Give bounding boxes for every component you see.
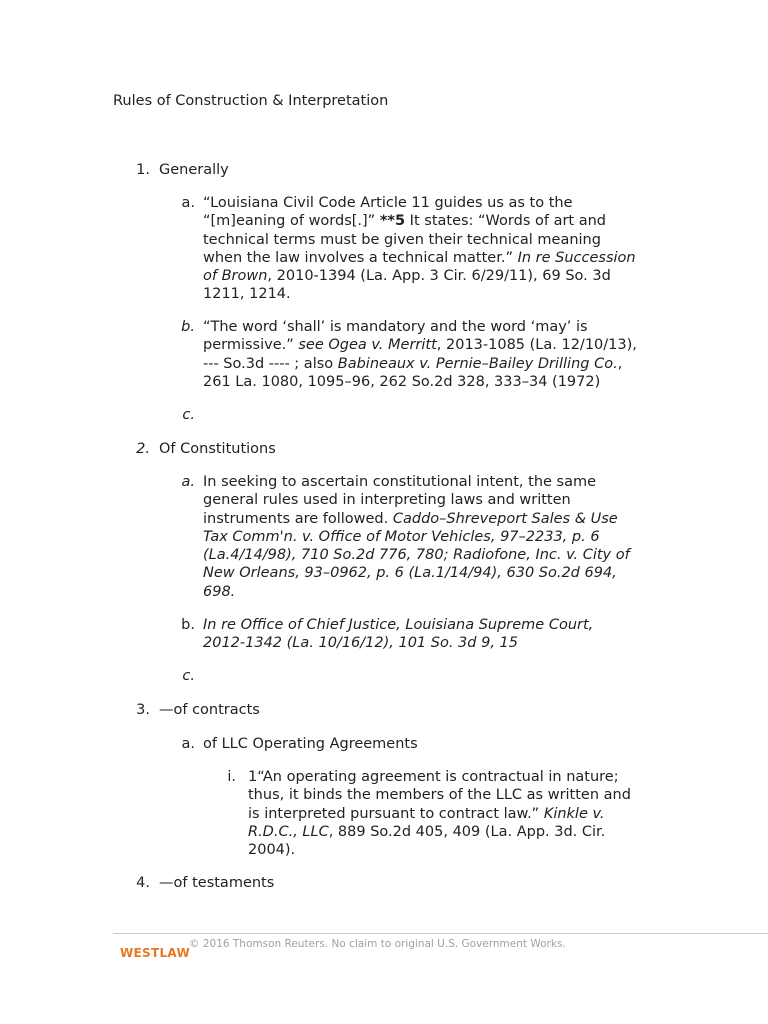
item-text	[203, 318, 637, 391]
text-line	[203, 583, 630, 601]
section-marker: 4.	[136, 875, 150, 891]
list-item	[175, 473, 630, 601]
list-item	[175, 735, 418, 753]
case-citation: 698.	[203, 583, 236, 600]
section-4	[130, 874, 274, 892]
section-heading: —of testaments	[159, 875, 275, 891]
case-citation: Babineaux v. Pernie–Bailey Drilling Co.	[337, 355, 618, 372]
item-marker: b.	[181, 319, 195, 335]
list-item	[175, 194, 636, 304]
case-citation: of Brown	[203, 268, 268, 285]
item-text	[203, 194, 636, 304]
text-line	[203, 373, 637, 391]
section-marker: 2.	[136, 441, 150, 457]
text-line	[203, 231, 636, 249]
text-line	[203, 336, 637, 354]
text-span: In seeking to ascertain constitutional intent, the same	[203, 474, 597, 490]
item-marker: c.	[182, 668, 195, 684]
item-marker: a.	[181, 736, 195, 752]
star-page-marker: **5	[379, 213, 406, 230]
text-span: “Louisiana Civil Code Article 11 guides us as to the	[203, 195, 573, 211]
item-text	[203, 473, 630, 601]
text-line	[203, 318, 637, 336]
text-line	[203, 735, 418, 753]
case-citation: In re Succession	[517, 249, 636, 266]
text-line	[203, 267, 636, 285]
text-span: 261 La. 1080, 1095–96, 262 So.2d 328, 333–34 (1972)	[203, 373, 601, 390]
section-3	[130, 701, 260, 719]
text-span: instruments are followed.	[203, 510, 393, 527]
text-span: , 889 So.2d 405, 409 (La. App. 3d. Cir.	[328, 823, 606, 840]
item-marker: b.	[181, 617, 195, 633]
text-line	[203, 355, 637, 373]
list-item	[175, 616, 593, 653]
case-citation: (La.4/14/98), 710 So.2d 776, 780; Radiofone, Inc. v. City of	[203, 547, 630, 564]
list-item	[175, 667, 195, 685]
westlaw-logo: WESTLAW	[120, 946, 190, 960]
section-marker: 3.	[136, 702, 150, 718]
text-span: when the law involves a technical matter.”	[203, 249, 518, 266]
section-heading: Of Constitutions	[159, 441, 276, 457]
text-span: general rules used in interpreting laws and written	[203, 492, 571, 509]
text-line	[203, 249, 636, 267]
section-2	[130, 440, 276, 458]
text-line	[203, 285, 636, 303]
list-item	[175, 318, 637, 391]
text-span: , 2010-1394 (La. App. 3 Cir. 6/29/11), 69 So. 3d	[267, 268, 611, 285]
case-citation: 2012-1342 (La. 10/16/12), 101 So. 3d 9, 15	[203, 635, 518, 652]
text-line	[248, 841, 631, 859]
case-citation: Tax Comm'n. v. Office of Motor Vehicles, 97–2233, p. 6	[203, 528, 600, 545]
text-line	[203, 194, 636, 212]
text-line	[203, 473, 630, 491]
text-line	[248, 786, 631, 804]
text-span: ,	[617, 355, 623, 372]
section-marker: 1.	[136, 162, 150, 178]
text-line	[248, 768, 631, 786]
item-text	[203, 735, 418, 753]
text-span: of LLC Operating Agreements	[203, 736, 418, 752]
page-title: Rules of Construction & Interpretation	[113, 93, 389, 109]
list-item	[175, 406, 195, 424]
text-line	[203, 528, 630, 546]
text-line	[203, 634, 593, 652]
text-span: thus, it binds the members of the LLC as written and	[248, 787, 631, 804]
item-marker: c.	[182, 407, 195, 423]
text-line	[248, 805, 631, 823]
text-span: “[m]eaning of words[.]”	[203, 213, 380, 230]
text-span: 2004).	[248, 842, 296, 859]
case-citation: Caddo–Shreveport Sales & Use	[392, 510, 618, 527]
item-text	[248, 768, 631, 859]
item-marker: a.	[181, 474, 195, 490]
text-line	[203, 491, 630, 509]
text-span: 1211, 1214.	[203, 286, 291, 303]
text-span: , 2013-1085 (La. 12/10/13),	[436, 337, 637, 354]
text-span: “The word ‘shall’ is mandatory and the word ‘may’ is	[203, 319, 588, 335]
case-citation: In re Office of Chief Justice, Louisiana Supreme Court,	[203, 617, 594, 633]
section-1	[130, 161, 229, 179]
text-line	[203, 546, 630, 564]
case-citation: Kinkle v.	[543, 805, 605, 822]
item-marker: i.	[227, 769, 236, 785]
list-item	[218, 768, 631, 859]
item-text	[203, 616, 593, 653]
case-citation: R.D.C., LLC	[248, 823, 329, 840]
text-line	[248, 823, 631, 841]
text-span: permissive.”	[203, 337, 299, 354]
text-span: technical terms must be given their technical meaning	[203, 231, 601, 248]
text-line	[203, 510, 630, 528]
case-citation: see Ogea v. Merritt	[298, 337, 437, 354]
text-span: --- So.3d ---- ; also	[203, 355, 338, 372]
footer-divider	[113, 933, 768, 934]
text-span: is interpreted pursuant to contract law.”	[248, 805, 544, 822]
text-line	[203, 212, 636, 230]
section-heading: —of contracts	[159, 702, 260, 718]
text-line	[203, 616, 593, 634]
item-marker: a.	[181, 195, 195, 211]
text-line	[203, 564, 630, 582]
text-span: It states: “Words of art and	[405, 213, 606, 230]
section-heading: Generally	[159, 162, 229, 178]
case-citation: New Orleans, 93–0962, p. 6 (La.1/14/94), 630 So.2d 694,	[203, 565, 617, 582]
copyright-notice: © 2016 Thomson Reuters. No claim to original U.S. Government Works.	[189, 938, 566, 950]
text-span: 1“An operating agreement is contractual in nature;	[248, 769, 619, 785]
